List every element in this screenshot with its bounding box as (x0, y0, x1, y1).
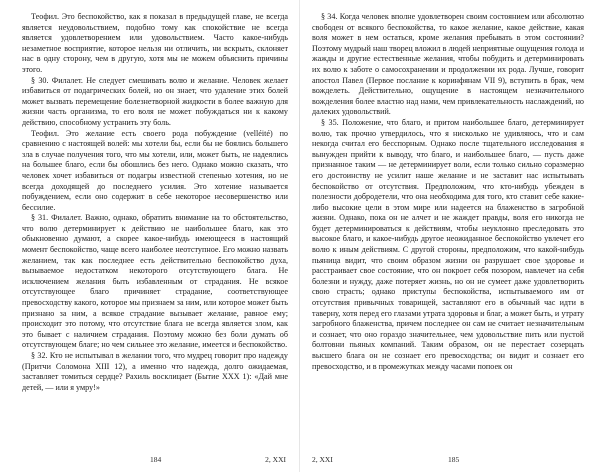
paragraph: § 32. Кто не испытывал в желании того, что мудрец говорит про надежду (Притчи Соломона XIII 12), а именно что надежда, долго ожидаемая, заставляет томиться сердце? Рахиль восклицает (Бытие XXX 1): «Дай мне детей, — или я умру!» (22, 351, 288, 392)
chapter-signature: 2, XXI (312, 455, 333, 464)
paragraph: Теофил. Это желание есть своего рода побуждение (velléité) по сравнению с настоящей волей: мы хотели бы, если бы не боялись большего зла в случае получения того, что мы хотели, или, может быть, не надеялись на большее благо, если бы обошлись без него. Однако можно сказать, что человек хочет избавиться от подагры известной степенью хотения, но не всегда доходящей до последнего усилия. Это хотение называется побуждением, если оно содержит в себе некоторое несовершенство или бессилие. (22, 128, 288, 212)
right-page (300, 0, 600, 472)
paragraph: § 31. Филалет. Важно, однако, обратить внимание на то обстоятельство, что волю детерминирует к действию не наибольшее благо, как это обыкновенно думают, а скорее какое-нибудь имеющееся в настоящий момент беспокойство, чаще всего наиболее неотступное. Его можно назвать желанием, так как последнее есть действительно беспокойство духа, вызываемое недостатком некоторого отсутствующего блага. Не исключением желания быть избавленным от страдания. Не всякое отсутствующее благо причиняет страдание, соответствующее превосходству какого, которое мы признаем за ним, или которое может быть признано за ним, а всякое страдание вызывает желание, равное ему; происходит это потому, что отсутствие блага не всегда является злом, как это бывает с наличием страдания. Поэтому можно без боли думать об отсутствующем благе; но чем сильнее это желание, имеется и беспокойство. (22, 213, 288, 350)
left-page-text (22, 12, 288, 448)
page-number: 184 (150, 455, 162, 464)
page-number: 185 (448, 455, 460, 464)
right-page-text (312, 12, 584, 448)
paragraph: § 30. Филалет. Не следует смешивать волю и желание. Человек желает избавиться от подагрических болей, но он знает, что удаление этих болей может вызвать перемещение болезнетворной жидкости в более важную для жизни часть организма, то его воля не может побуждаться ни к какому действию, способному устранить эту боль. (22, 75, 288, 127)
paragraph: § 34. Когда человек вполне удовлетворен своим состоянием или абсолютно свободен от всякого беспокойства, то какое желание, какое действие, какая воля может в нем остаться, кроме желания пребывать в этом состоянии? Поэтому мудрый наш творец вложил в людей неприятные ощущения голода и жажды и другие естественные желания, чтобы побудить и детерминировать их волю к заботе о самосохранении и продолжении их рода. Лучше, говорит апостол Павел (Первое послание к коринфянам VII 9), вступить в брак, чем вожделеть. Действительно, ощущение в настоящем незначительного вожделения более властно над нами, чем привлекательность наслаждений, но далеких удовольствий. (312, 12, 584, 117)
paragraph: § 35. Положение, что благо, и притом наибольшее благо, детерминирует волю, так прочно утвердилось, что я нисколько не удивляюсь, что и сам некогда считал его бесспорным. Однако после тщательного исследования я вынужден прийти к выводу, что благо, и наибольшее благо, — пусть даже признанное таким — не детерминирует воли, если только сильно соразмерно его достоинству не усилит наше желание и не заставит нас испытывать беспокойство от отсутствия. Предположим, что кто-нибудь убежден в полезности добродетели, что она необходима для того, кто ставит себе какие-либо высокие цели в этом мире или надеется на блаженство в загробной жизни. Однако, пока он не алчет и не жаждет правды, воля его никогда не будет детерминироваться к действиям, чтобы неуклонно преследовать это высокое благо, и какое-нибудь другое неожиданное беспокойство увлечет его волю к иным действиям. С другой стороны, предположим, что какой-нибудь пьяница видит, что своим образом жизни он разрушает свое здоровье и расстраивает свое состояние, что он покроет себя позором, навлечет на себя болезни и нужду, даже потеряет жизнь, но он не сумеет даже удовлетворить свою страсть; однако приступы беспокойства, испытываемого им от отсутствия привычных товарищей, заставляют его в обычный час идти в таверну, хотя перед его глазами утрата здоровья и благ, а может быть, и утрату загробного блаженства, причем последнее он сам не считает незначительным и сознает, что оно гораздо значительнее, чем удовольствие пить или пустой болтовни пьяных компаний. Таким образом, он не перестает созерцать высшего блага он не сознает его превосходства; он видит и сознает его превосходство, и в промежутках между часами попоек он (312, 117, 584, 371)
chapter-signature: 2, XXI (265, 455, 286, 464)
paragraph: Теофил. Это беспокойство, как я показал в предыдущей главе, не всегда является неудовольствием, подобно тому как спокойствие не всегда является удовлетворением или удовольствием. Часто какое-нибудь незаметное восприятие, которое нельзя ни отличить, ни вскрыть, склоняет нас в одну сторону, чем в другую, хотя мы не можем объяснить причины этого. (22, 12, 288, 74)
